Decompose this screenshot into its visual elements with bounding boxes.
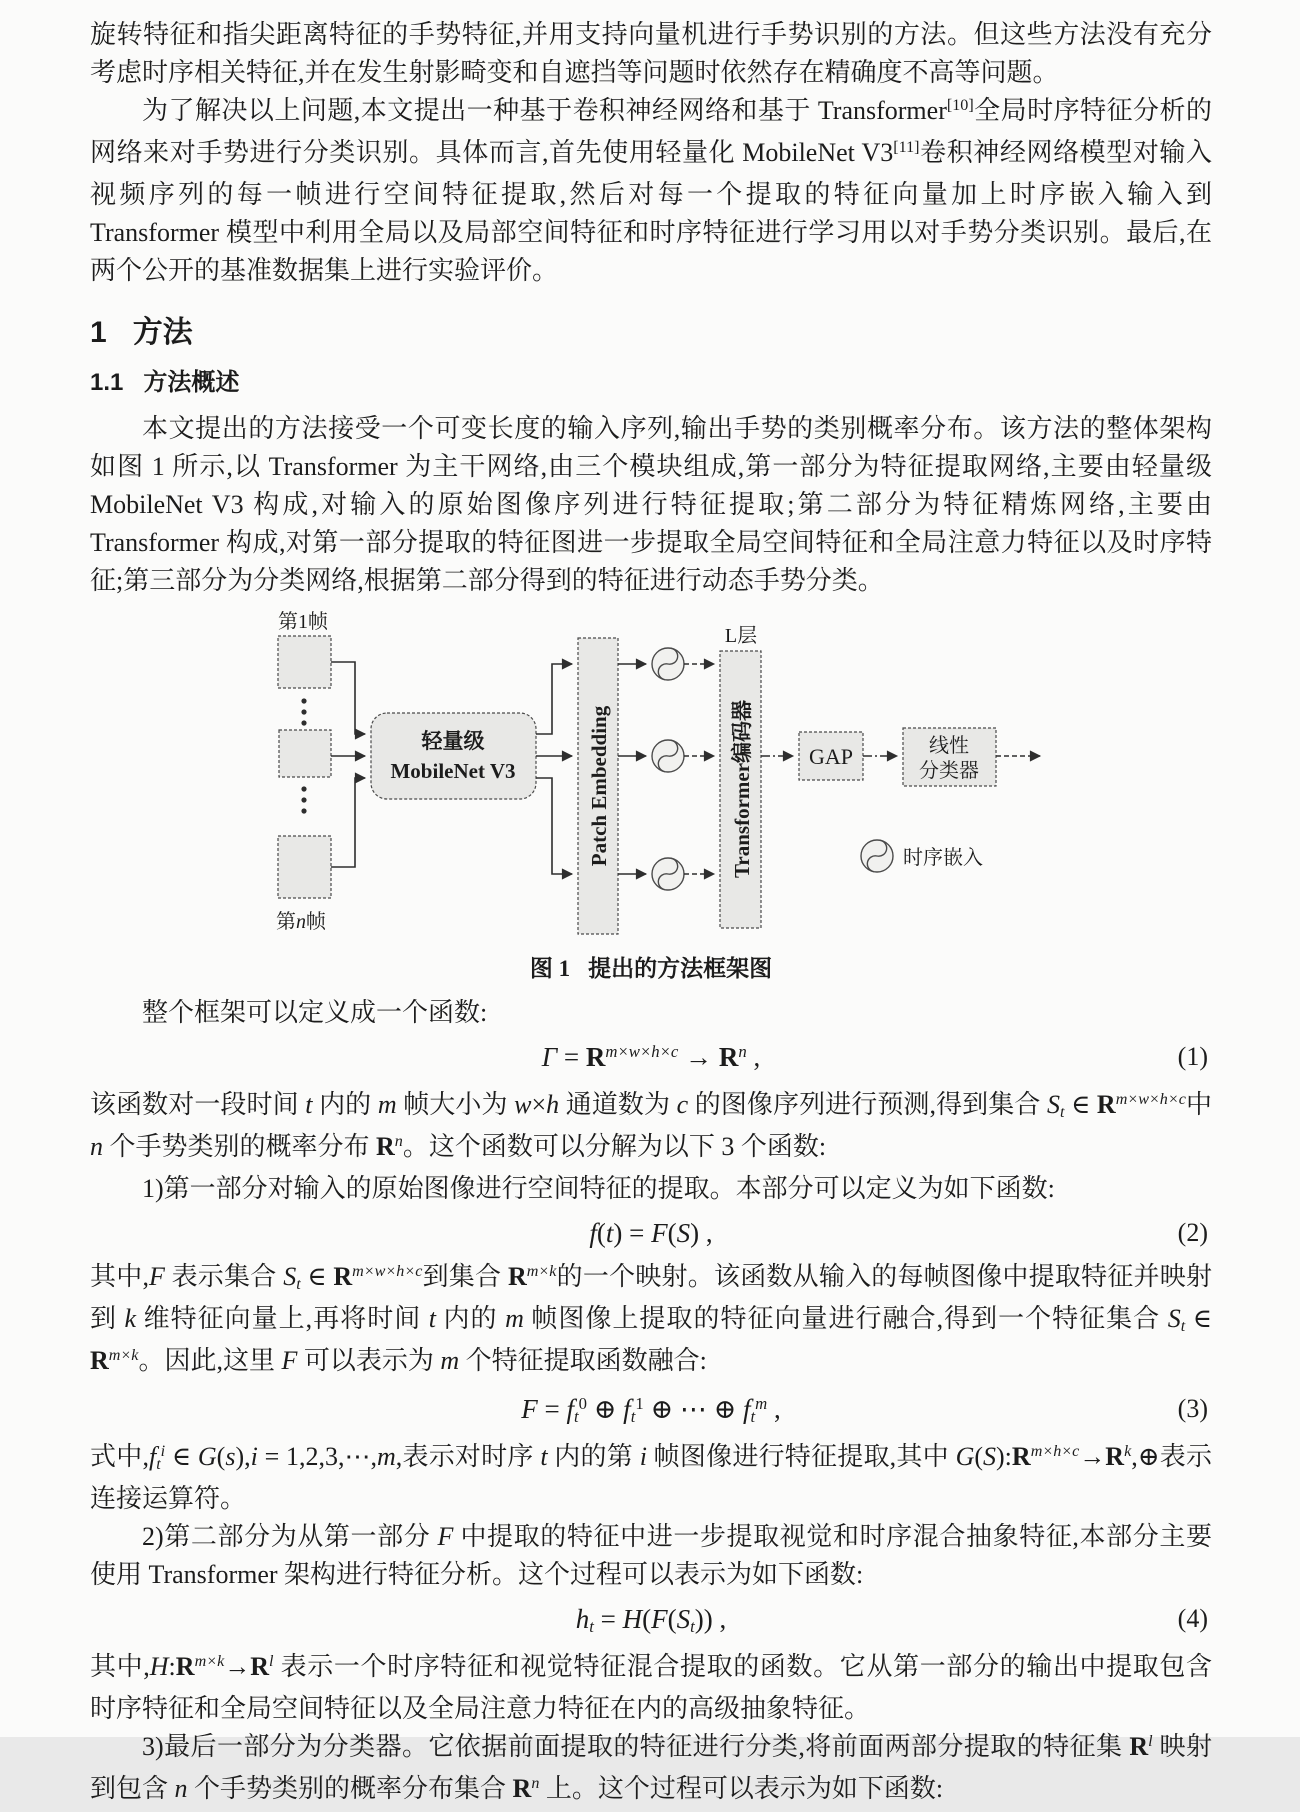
text-segment: 帧图像进行特征提取,其中 bbox=[646, 1442, 956, 1471]
text-segment: R bbox=[175, 1652, 195, 1681]
text-segment: t bbox=[1060, 1104, 1065, 1122]
subsection-title: 方法概述 bbox=[143, 369, 240, 396]
text-segment: ( bbox=[216, 1442, 226, 1471]
text-segment: → bbox=[1079, 1442, 1106, 1471]
text-segment: ( bbox=[974, 1442, 984, 1471]
text-segment: 表示一个时序特征和视觉特征混合提取的函数。它从第一部分的输出中提取包含时序特征和全局空间特征以及全局注意力特征在内的高级抽象特征。 bbox=[90, 1652, 1212, 1723]
connector-backbone-patch-top bbox=[536, 664, 572, 734]
equation-3-number: (3) bbox=[1177, 1394, 1208, 1423]
paragraph-framework-function bbox=[90, 994, 1212, 1032]
text-segment: ) = bbox=[613, 1218, 652, 1248]
text-segment: c bbox=[676, 1090, 689, 1119]
patch-embedding-label: Patch Embedding bbox=[587, 705, 611, 867]
text-segment: t bbox=[296, 1276, 301, 1294]
paragraph-h-function-explanation bbox=[90, 1648, 1212, 1728]
text-segment: R bbox=[585, 1042, 606, 1072]
paragraph-fusion-explanation bbox=[90, 1438, 1212, 1518]
text-segment: R bbox=[250, 1652, 269, 1681]
text-segment: 可以表示为 bbox=[297, 1346, 441, 1375]
text-segment: Γ bbox=[541, 1042, 558, 1072]
text-segment: 到集合 bbox=[422, 1262, 508, 1291]
text-segment: m bbox=[377, 1090, 397, 1119]
text-segment: 本文提出的方法接受一个可变长度的输入序列,输出手势的类别概率分布。该方法的整体架构如图 1 所示,以 Transformer 为主干网络,由三个模块组成,第一部分为特征提取网络,主要由轻量级 MobileNet V3 构成,对输入的原始图像序列进行特征提取;第二部分为特征精炼网络,主要由 Transformer 构成,对第一部分提取的特征图进一步提取全局空间特征和全局注意力特征以及时序特征;第三部分为分类网络,根据第二部分得到的特征进行动态手势分类。 bbox=[90, 414, 1212, 595]
text-segment: = bbox=[537, 1394, 567, 1424]
text-segment: ⊕ bbox=[587, 1394, 624, 1424]
equation-1-number: (1) bbox=[1177, 1042, 1208, 1071]
l-layers-label: L层 bbox=[724, 625, 758, 647]
frame-n-label: 第n帧 bbox=[276, 911, 326, 933]
text-segment: 的图像序列进行预测,得到集合 bbox=[688, 1090, 1047, 1119]
text-segment: f bbox=[589, 1218, 597, 1248]
equation-4-body bbox=[575, 1604, 727, 1637]
text-segment: 上。这个过程可以表示为如下函数: bbox=[539, 1774, 944, 1803]
text-segment: 表示集合 bbox=[164, 1262, 284, 1291]
text-segment: = bbox=[593, 1604, 623, 1634]
text-segment: S bbox=[983, 1442, 997, 1471]
text-segment: t bbox=[750, 1407, 756, 1427]
text-segment: F bbox=[148, 1262, 165, 1291]
text-segment: n bbox=[174, 1774, 188, 1803]
text-segment: F bbox=[651, 1218, 668, 1248]
text-segment: m bbox=[376, 1442, 396, 1471]
text-segment: H bbox=[149, 1652, 169, 1681]
text-segment: 3)最后一部分为分类器。它依据前面提取的特征进行分类,将前面两部分提取的特征集 bbox=[142, 1732, 1130, 1761]
text-segment: m×w×h×c bbox=[1115, 1091, 1186, 1109]
text-segment: f bbox=[148, 1442, 157, 1471]
text-segment: ( bbox=[642, 1604, 652, 1634]
text-segment: t bbox=[690, 1617, 695, 1637]
text-segment: R bbox=[512, 1774, 532, 1803]
text-segment: 1)第一部分对输入的原始图像进行空间特征的提取。本部分可以定义为如下函数: bbox=[142, 1174, 1055, 1203]
mobilenet-label-line1: 轻量级 bbox=[421, 729, 485, 753]
text-segment: n bbox=[394, 1133, 403, 1151]
framework-diagram bbox=[241, 606, 1061, 946]
text-segment: 维特征向量上,再将时间 bbox=[136, 1304, 429, 1333]
text-segment: m×h×c bbox=[1030, 1443, 1080, 1461]
legend-time-embedding-label: 时序嵌入 bbox=[903, 847, 983, 869]
text-segment: 个手势类别的概率分布 bbox=[103, 1132, 377, 1161]
paragraph-part3 bbox=[90, 1728, 1212, 1812]
text-segment: F bbox=[281, 1346, 298, 1375]
text-segment: 全局时序特征分析的网络来对手势进行分类识别。具体而言,首先使用轻量化 MobileNet V3 bbox=[90, 96, 1212, 167]
text-segment: n bbox=[90, 1132, 103, 1161]
text-segment: f bbox=[623, 1394, 631, 1424]
text-segment: ): bbox=[996, 1442, 1012, 1471]
text-segment: 2)第二部分为从第一部分 bbox=[142, 1522, 438, 1551]
transformer-encoder-label: Transformer编码器 bbox=[730, 699, 754, 879]
text-segment: R bbox=[1011, 1442, 1031, 1471]
text-segment: , bbox=[767, 1394, 781, 1424]
text-segment: w bbox=[514, 1090, 532, 1119]
text-segment: R bbox=[1105, 1442, 1125, 1471]
equation-1-body bbox=[542, 1042, 760, 1072]
text-segment: 为了解决以上问题,本文提出一种基于卷积神经网络和基于 Transformer bbox=[142, 96, 947, 125]
vertical-ellipsis-icon bbox=[301, 786, 306, 813]
text-segment: m×w×h×c bbox=[352, 1263, 423, 1281]
text-segment: ( bbox=[667, 1604, 677, 1634]
subsection-heading-overview bbox=[90, 368, 1212, 398]
text-segment: i bbox=[639, 1442, 647, 1471]
text-segment: F bbox=[651, 1604, 668, 1634]
text-segment: n bbox=[738, 1041, 747, 1061]
paragraph-part1 bbox=[90, 1170, 1212, 1208]
text-segment: F bbox=[437, 1522, 454, 1551]
text-segment: R bbox=[90, 1346, 109, 1375]
text-segment: n bbox=[531, 1775, 540, 1793]
text-segment: i bbox=[160, 1443, 166, 1461]
text-segment: k bbox=[1124, 1443, 1132, 1461]
text-segment: t bbox=[589, 1617, 594, 1637]
text-segment: R bbox=[333, 1262, 353, 1291]
text-segment: )) , bbox=[694, 1604, 727, 1634]
figure-caption bbox=[241, 952, 1061, 986]
equation-2 bbox=[90, 1213, 1212, 1253]
text-segment: t bbox=[605, 1218, 614, 1248]
section-heading-methods bbox=[90, 316, 1212, 350]
text-segment: t bbox=[1180, 1318, 1186, 1336]
frame-1-label: 第1帧 bbox=[278, 611, 328, 633]
paragraph-function-explanation bbox=[90, 1086, 1212, 1170]
paragraph-part2 bbox=[90, 1518, 1212, 1594]
text-segment: 中 bbox=[1185, 1090, 1212, 1119]
equation-1 bbox=[90, 1037, 1212, 1081]
text-segment: 1 bbox=[635, 1393, 644, 1413]
text-segment: m×k bbox=[194, 1653, 225, 1671]
text-segment: 帧图像上提取的特征向量进行融合,得到一个特征集合 bbox=[523, 1304, 1168, 1333]
text-segment: ∈ bbox=[1185, 1304, 1212, 1333]
connector-backbone-patch-bottom bbox=[536, 778, 572, 874]
equation-4 bbox=[90, 1599, 1212, 1643]
text-segment: R bbox=[1096, 1090, 1116, 1119]
text-segment: s bbox=[225, 1442, 236, 1471]
text-segment: ∈ bbox=[165, 1442, 198, 1471]
text-segment: S bbox=[676, 1218, 691, 1248]
text-segment: ∈ bbox=[300, 1262, 334, 1291]
text-segment: m bbox=[755, 1393, 768, 1413]
text-segment: S bbox=[1047, 1090, 1060, 1119]
text-segment: 其中, bbox=[90, 1652, 150, 1681]
gap-label: GAP bbox=[808, 744, 854, 769]
text-segment: 。这个函数可以分解为以下 3 个函数: bbox=[402, 1132, 827, 1161]
subsection-number: 1.1 bbox=[90, 369, 124, 396]
text-segment: m×k bbox=[108, 1347, 139, 1365]
text-segment: → bbox=[224, 1652, 251, 1681]
text-segment: t bbox=[305, 1090, 313, 1119]
equation-3-body bbox=[521, 1393, 781, 1427]
figure-framework bbox=[241, 606, 1061, 986]
text-segment: = bbox=[557, 1042, 586, 1072]
figure-caption-label: 图 1 bbox=[529, 956, 571, 981]
text-segment: ( bbox=[667, 1218, 677, 1248]
text-segment: H bbox=[622, 1604, 643, 1634]
text-segment: 的一个映射。该函数从输入的每帧图像中提取特征并映射到 bbox=[90, 1262, 1212, 1333]
equation-3 bbox=[90, 1389, 1212, 1433]
text-segment: S bbox=[1167, 1304, 1181, 1333]
text-segment: 卷积神经网络模型对输入视频序列的每一帧进行空间特征提取,然后对每一个提取的特征向量加上时序嵌入输入到 Transformer 模型中利用全局以及局部空间特征和时序特征进行学习用以对手势分类识别。最后,在两个公开的基准数据集上进行实验评价。 bbox=[90, 138, 1212, 285]
text-segment: R bbox=[718, 1042, 739, 1072]
text-segment: 映射到包含 bbox=[90, 1732, 1212, 1803]
linear-classifier-label-line2: 分类器 bbox=[919, 760, 979, 782]
text-segment: ,表示对时序 bbox=[395, 1442, 541, 1471]
text-segment: ∈ bbox=[1064, 1090, 1097, 1119]
text-segment: f bbox=[742, 1394, 751, 1424]
text-segment: S bbox=[676, 1604, 691, 1634]
frame-middle-box bbox=[279, 730, 331, 777]
text-segment: 该函数对一段时间 bbox=[90, 1090, 306, 1119]
text-segment: m bbox=[440, 1346, 460, 1375]
text-segment: t bbox=[630, 1407, 636, 1427]
section-number: 1 bbox=[90, 316, 107, 349]
text-segment: 个特征提取函数融合: bbox=[459, 1346, 707, 1375]
text-segment: 内的第 bbox=[547, 1442, 640, 1471]
text-segment: ⊕ ⋯ ⊕ bbox=[643, 1394, 743, 1424]
text-segment: [10] bbox=[946, 97, 974, 115]
text-segment: k bbox=[124, 1304, 137, 1333]
linear-classifier-label-line1: 线性 bbox=[929, 735, 969, 757]
equation-2-number: (2) bbox=[1177, 1218, 1208, 1247]
text-segment: = 1,2,3,⋯, bbox=[257, 1442, 377, 1471]
text-segment: m×w×h×c bbox=[605, 1041, 679, 1061]
frame-n-box bbox=[278, 836, 331, 898]
text-segment: 个手势类别的概率分布集合 bbox=[187, 1774, 513, 1803]
text-segment: m bbox=[505, 1304, 524, 1333]
equation-2-body bbox=[589, 1218, 712, 1248]
text-segment: 内的 bbox=[436, 1304, 506, 1333]
connector-frame1-backbone bbox=[331, 662, 365, 734]
text-segment: 旋转特征和指尖距离特征的手势特征,并用支持向量机进行手势识别的方法。但这些方法没有充分考虑时序相关特征,并在发生射影畸变和自遮挡等问题时依然存在精确度不高等问题。 bbox=[90, 20, 1212, 87]
connector-frame-n-backbone bbox=[331, 778, 365, 867]
text-segment: R bbox=[1129, 1732, 1149, 1761]
text-segment: t bbox=[156, 1456, 161, 1474]
mobilenet-box bbox=[371, 713, 536, 799]
text-segment: f bbox=[566, 1394, 575, 1424]
vertical-ellipsis-icon bbox=[301, 698, 306, 725]
text-segment: ,⊕表示连接运算符。 bbox=[90, 1442, 1212, 1513]
text-segment: 式中, bbox=[90, 1442, 149, 1471]
text-segment: G bbox=[197, 1442, 217, 1471]
text-segment: 帧大小为 bbox=[396, 1090, 515, 1119]
text-segment: [11] bbox=[893, 139, 920, 157]
text-segment: h bbox=[546, 1090, 560, 1119]
text-segment: : bbox=[168, 1652, 176, 1681]
text-segment: t bbox=[428, 1304, 436, 1333]
text-segment: h bbox=[575, 1604, 590, 1634]
paragraph-method-overview bbox=[90, 410, 1212, 600]
paragraph-proposed-approach bbox=[90, 92, 1212, 290]
section-title: 方法 bbox=[132, 316, 193, 349]
paragraph-mapping-explanation bbox=[90, 1258, 1212, 1384]
text-segment: l bbox=[269, 1653, 274, 1671]
text-segment: 其中, bbox=[90, 1262, 149, 1291]
text-segment: t bbox=[540, 1442, 548, 1471]
text-segment: → bbox=[678, 1042, 719, 1072]
text-segment: R bbox=[507, 1262, 527, 1291]
text-segment: 中提取的特征中进一步提取视觉和时序混合抽象特征,本部分主要使用 Transformer 架构进行特征分析。这个过程可以表示为如下函数: bbox=[90, 1522, 1212, 1589]
text-segment: l bbox=[1148, 1733, 1153, 1751]
text-segment: S bbox=[283, 1262, 297, 1291]
text-segment: × bbox=[531, 1090, 547, 1119]
text-segment: m×k bbox=[526, 1263, 557, 1281]
figure-caption-text: 提出的方法框架图 bbox=[588, 956, 773, 981]
frame-1-box bbox=[278, 636, 331, 688]
text-segment: ) , bbox=[690, 1218, 713, 1248]
text-segment: G bbox=[955, 1442, 975, 1471]
text-segment: ), bbox=[235, 1442, 251, 1471]
text-segment: 。因此,这里 bbox=[138, 1346, 282, 1375]
text-segment: 内的 bbox=[312, 1090, 378, 1119]
paragraph-prior-methods bbox=[90, 16, 1212, 92]
text-segment: F bbox=[521, 1394, 538, 1424]
text-segment: 0 bbox=[578, 1393, 588, 1413]
text-segment: t bbox=[574, 1407, 579, 1427]
equation-4-number: (4) bbox=[1177, 1604, 1208, 1633]
text-segment: i bbox=[250, 1442, 258, 1471]
text-segment: R bbox=[376, 1132, 395, 1161]
text-segment: ( bbox=[596, 1218, 606, 1248]
text-segment: 整个框架可以定义成一个函数: bbox=[142, 998, 488, 1027]
mobilenet-label-line2: MobileNet V3 bbox=[390, 759, 516, 783]
text-segment: , bbox=[746, 1042, 761, 1072]
text-segment: 通道数为 bbox=[559, 1090, 677, 1119]
